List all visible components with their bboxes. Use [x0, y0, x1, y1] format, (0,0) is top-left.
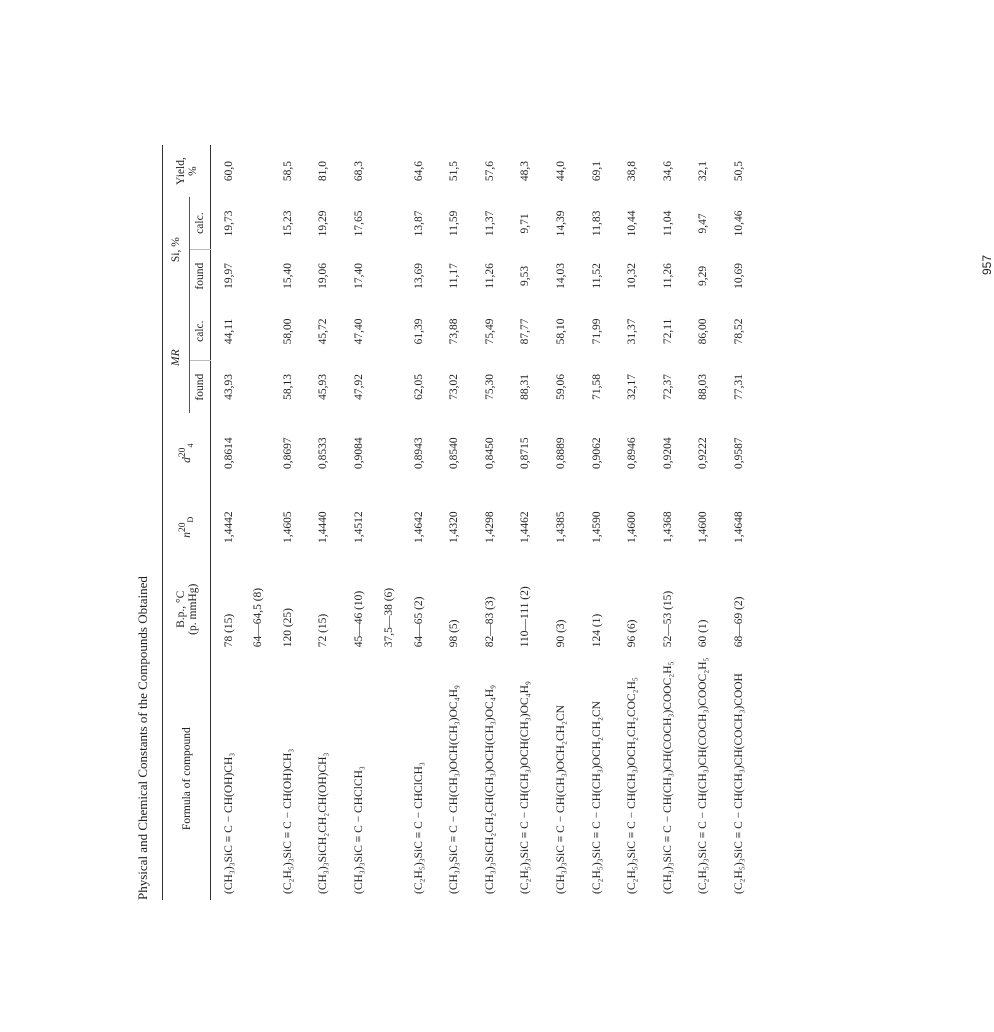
- cell-si-found: 10,32: [626, 262, 639, 289]
- cell-mr-calc: [246, 302, 270, 361]
- cell-mr-calc: 44,11: [222, 318, 235, 345]
- cell-si-found: 11,17: [448, 263, 461, 289]
- cell-mr-calc: 47,40: [353, 318, 366, 345]
- cell-si-calc: 19,29: [317, 210, 330, 237]
- cell-d: 0,9084: [353, 437, 366, 470]
- cell-si-found: 17,40: [353, 262, 366, 289]
- cell-si-calc: 13,87: [412, 210, 425, 237]
- table-row: [246, 145, 270, 900]
- cell-si-found: 13,69: [412, 262, 425, 289]
- cell-d: [377, 413, 401, 493]
- cell-si-found: [377, 250, 401, 303]
- table-row: [472, 145, 508, 900]
- nd-sup: 20: [177, 522, 189, 533]
- cell-formula: (CH₃)₃SiC ≡ C − CH(CH₃)OCH(CH₃)OC₄H₉: [448, 685, 461, 894]
- cell-bp: 60 (1): [697, 619, 710, 648]
- table-row: [211, 145, 247, 900]
- cell-nd: 1,4440: [317, 511, 330, 544]
- cell-si-calc: 11,37: [483, 210, 496, 237]
- cell-yield: 34,6: [661, 161, 674, 182]
- cell-formula: (C₂H₅)₃SiC ≡ C − CHClCH₃: [412, 762, 425, 894]
- cell-mr-found: 88,31: [519, 374, 532, 400]
- cell-si-found: 10,69: [733, 262, 746, 289]
- table-body: [211, 145, 757, 900]
- table-row: [341, 145, 377, 900]
- cell-si-found: 15,40: [281, 262, 294, 289]
- cell-mr-calc: 71,99: [590, 318, 603, 345]
- table-caption: Physical and Chemical Constants of the Compounds Obtained: [135, 576, 150, 900]
- cell-si-found: 11,26: [483, 263, 496, 289]
- cell-mr-calc: 72,11: [661, 318, 674, 345]
- cell-d: 0,8946: [626, 437, 639, 470]
- cell-d: 0,8889: [555, 437, 568, 470]
- cell-bp: 110—111 (2): [519, 586, 532, 648]
- cell-nd: 1,4462: [519, 511, 532, 544]
- cell-yield: 48,3: [519, 161, 532, 182]
- table-row: [650, 145, 686, 900]
- cell-mr-found: 45,93: [317, 374, 330, 400]
- compounds-table: [162, 145, 757, 900]
- cell-mr-calc: 78,52: [733, 318, 746, 345]
- cell-d: 0,9587: [733, 437, 746, 470]
- cell-si-calc: 9,47: [697, 213, 710, 234]
- cell-mr-found: 71,58: [590, 374, 603, 400]
- table-row: [270, 145, 306, 900]
- cell-si-found: 9,29: [697, 265, 710, 286]
- cell-yield: 64,6: [412, 161, 425, 182]
- cell-mr-found: 73,02: [448, 374, 461, 400]
- cell-si-calc: 9,71: [519, 213, 532, 234]
- cell-yield: 50,5: [733, 161, 746, 182]
- cell-formula: (C₂H₅)₃SiC ≡ C − CH(CH₃)OCH(CH₃)OC₄H₉: [519, 681, 532, 894]
- header-bp-line1: B.p., °C: [174, 590, 187, 628]
- cell-nd: 1,4512: [353, 511, 366, 544]
- cell-formula: (CH₃)₃SiC ≡ C − CHClCH₃: [353, 766, 366, 894]
- cell-yield: 32,1: [697, 161, 710, 182]
- cell-si-found: 14,03: [555, 262, 568, 289]
- table-row: [401, 145, 437, 900]
- cell-mr-found: 58,13: [281, 374, 294, 400]
- cell-formula: (CH₃)₃SiC ≡ C − CH(OH)CH₃: [222, 752, 235, 894]
- cell-mr-found: 47,92: [353, 374, 366, 400]
- d-sub: 4: [186, 443, 196, 448]
- cell-si-calc: 11,59: [448, 210, 461, 237]
- header-yield: [163, 145, 211, 197]
- cell-d: 0,9062: [590, 437, 603, 470]
- cell-nd: 1,4600: [626, 511, 639, 544]
- cell-bp: 90 (3): [555, 619, 568, 648]
- cell-yield: 81,0: [317, 161, 330, 182]
- cell-formula: (C₂H₅)₃SiC ≡ C − CH(CH₃)OCH₂CH₂COC₂H₅: [626, 677, 639, 894]
- table-row: [543, 145, 579, 900]
- header-formula: Formula of compound: [180, 727, 193, 831]
- cell-nd: 1,4385: [555, 511, 568, 544]
- header-yield-line2: %: [186, 166, 199, 176]
- cell-yield: [377, 145, 401, 197]
- cell-formula: (CH₃)₃SiCH₂CH₂CH(CH₃)OCH(CH₃)OC₄H₉: [483, 684, 496, 894]
- cell-yield: 58,5: [281, 161, 294, 182]
- cell-bp: 64—65 (2): [412, 596, 425, 648]
- cell-formula: (CH₃)₃SiC ≡ C − CH(CH₃)CH(COCH₃)COOC₂H₅: [661, 661, 674, 894]
- cell-nd: 1,4368: [661, 511, 674, 544]
- cell-bp: 72 (15): [317, 613, 330, 648]
- header-mr-found: found: [194, 373, 206, 401]
- cell-mr-calc: 45,72: [317, 318, 330, 345]
- cell-nd: [377, 493, 401, 561]
- cell-mr-found: 88,03: [697, 374, 710, 400]
- cell-bp: 98 (5): [448, 619, 461, 648]
- cell-nd: 1,4320: [448, 511, 461, 544]
- cell-mr-calc: 73,88: [448, 318, 461, 345]
- cell-d: 0,8697: [281, 437, 294, 470]
- cell-mr-found: 62,05: [412, 374, 425, 400]
- header-refractive-index: [163, 493, 211, 561]
- cell-mr-calc: 61,39: [412, 318, 425, 345]
- cell-mr-found: 43,93: [222, 374, 235, 400]
- cell-mr-calc: 75,49: [483, 318, 496, 345]
- cell-bp: 78 (15): [222, 613, 235, 648]
- cell-si-calc: 11,04: [661, 210, 674, 237]
- cell-formula: (CH₃)₃SiCH₂CH₂CH(OH)CH₃: [317, 752, 330, 894]
- header-yield-line1: Yield,: [174, 157, 187, 185]
- cell-yield: 38,8: [626, 161, 639, 182]
- cell-bp: 37,5—38 (6): [382, 587, 395, 648]
- cell-mr-calc: 31,37: [626, 318, 639, 345]
- cell-si-calc: 11,83: [590, 210, 603, 237]
- cell-yield: 68,3: [353, 161, 366, 182]
- cell-mr-calc: 86,00: [697, 318, 710, 345]
- d-base: d: [181, 457, 194, 463]
- cell-bp: 82—83 (3): [483, 596, 496, 648]
- cell-bp: 45—46 (10): [353, 590, 366, 648]
- cell-mr-found: 32,17: [626, 374, 639, 400]
- table-row: [306, 145, 342, 900]
- d-sup: 20: [177, 447, 189, 458]
- cell-formula: [246, 657, 270, 900]
- cell-mr-calc: 58,10: [555, 318, 568, 345]
- cell-d: [246, 413, 270, 493]
- cell-formula: (C₂H₅)₃SiC ≡ C − CH(CH₃)OCH₂CH₂CN: [590, 701, 603, 894]
- nd-base: n: [181, 532, 194, 538]
- cell-yield: 44,0: [555, 161, 568, 182]
- cell-si-calc: 10,46: [733, 210, 746, 237]
- cell-mr-calc: 58,00: [281, 318, 294, 345]
- header-si-found: found: [194, 262, 206, 290]
- nd-sub: D: [186, 516, 196, 523]
- header-mr-calc: calc.: [190, 302, 211, 361]
- header-bp: [163, 561, 211, 657]
- cell-mr-found: 59,06: [555, 374, 568, 400]
- cell-yield: [246, 145, 270, 197]
- table-row: [508, 145, 544, 900]
- header-si-calc: calc.: [190, 197, 211, 250]
- cell-si-calc: 10,44: [626, 210, 639, 237]
- cell-si-calc: 19,73: [222, 210, 235, 237]
- table-row: [614, 145, 650, 900]
- cell-bp: 52—53 (15): [661, 590, 674, 648]
- cell-mr-found: [377, 361, 401, 414]
- cell-si-found: 9,53: [519, 265, 532, 286]
- cell-yield: 51,5: [448, 161, 461, 182]
- cell-nd: 1,4590: [590, 511, 603, 544]
- cell-d: 0,9222: [697, 437, 710, 470]
- cell-nd: 1,4600: [697, 511, 710, 544]
- cell-formula: (CH₃)₃SiC ≡ C − CH(CH₃)OCH₂CH₂CN: [555, 705, 568, 894]
- cell-mr-found: [246, 361, 270, 414]
- cell-nd: [246, 493, 270, 561]
- cell-si-calc: 15,23: [281, 210, 294, 237]
- cell-si-calc: 14,39: [555, 210, 568, 237]
- cell-si-calc: 17,65: [353, 210, 366, 237]
- cell-si-calc: [246, 197, 270, 250]
- header-density: [163, 413, 211, 493]
- cell-d: 0,8943: [412, 437, 425, 470]
- cell-si-calc: [377, 197, 401, 250]
- cell-nd: 1,4605: [281, 511, 294, 544]
- cell-bp: 124 (1): [590, 613, 603, 648]
- cell-formula: (C₂H₅)₃SiC ≡ C − CH(OH)CH₃: [281, 748, 294, 894]
- cell-bp: 96 (6): [626, 619, 639, 648]
- cell-mr-calc: [377, 302, 401, 361]
- cell-mr-calc: 87,77: [519, 318, 532, 345]
- page-number: 957: [980, 254, 994, 275]
- cell-si-found: 19,06: [317, 262, 330, 289]
- cell-formula: (C₂H₅)₃SiC ≡ C − CH(CH₃)CH(COCH₃)COOH: [733, 673, 746, 894]
- cell-yield: 57,6: [483, 161, 496, 182]
- cell-mr-found: 77,31: [733, 374, 746, 400]
- cell-yield: 60,0: [222, 161, 235, 182]
- cell-formula: (C₂H₅)₃SiC ≡ C − CH(CH₃)CH(COCH₃)COOC₂H₅: [697, 657, 710, 894]
- cell-mr-found: 75,30: [483, 374, 496, 400]
- cell-nd: 1,4642: [412, 511, 425, 544]
- table-row: [686, 145, 722, 900]
- table-row: [436, 145, 472, 900]
- cell-d: 0,8533: [317, 437, 330, 470]
- header-bp-line2: (p. mmHg): [186, 583, 199, 635]
- cell-formula: [377, 657, 401, 900]
- cell-mr-found: 72,37: [661, 374, 674, 400]
- cell-bp: 64—64,5 (8): [252, 587, 265, 648]
- cell-bp: 120 (25): [281, 608, 294, 648]
- cell-si-found: 19,97: [222, 262, 235, 289]
- cell-d: 0,8450: [483, 437, 496, 470]
- cell-d: 0,9204: [661, 437, 674, 470]
- table-row: [377, 145, 401, 900]
- cell-bp: 68—69 (2): [733, 596, 746, 648]
- cell-si-found: 11,52: [590, 263, 603, 289]
- table-row: [721, 145, 757, 900]
- cell-nd: 1,4442: [222, 511, 235, 544]
- cell-d: 0,8540: [448, 437, 461, 470]
- cell-si-found: [246, 250, 270, 303]
- cell-nd: 1,4648: [733, 511, 746, 544]
- cell-d: 0,8715: [519, 437, 532, 470]
- cell-yield: 69,1: [590, 161, 603, 182]
- cell-si-found: 11,26: [661, 263, 674, 289]
- table-row: [579, 145, 615, 900]
- header-si: Si, %: [163, 197, 190, 302]
- cell-nd: 1,4298: [483, 511, 496, 544]
- cell-d: 0,8614: [222, 437, 235, 470]
- header-mr: MR: [163, 302, 190, 413]
